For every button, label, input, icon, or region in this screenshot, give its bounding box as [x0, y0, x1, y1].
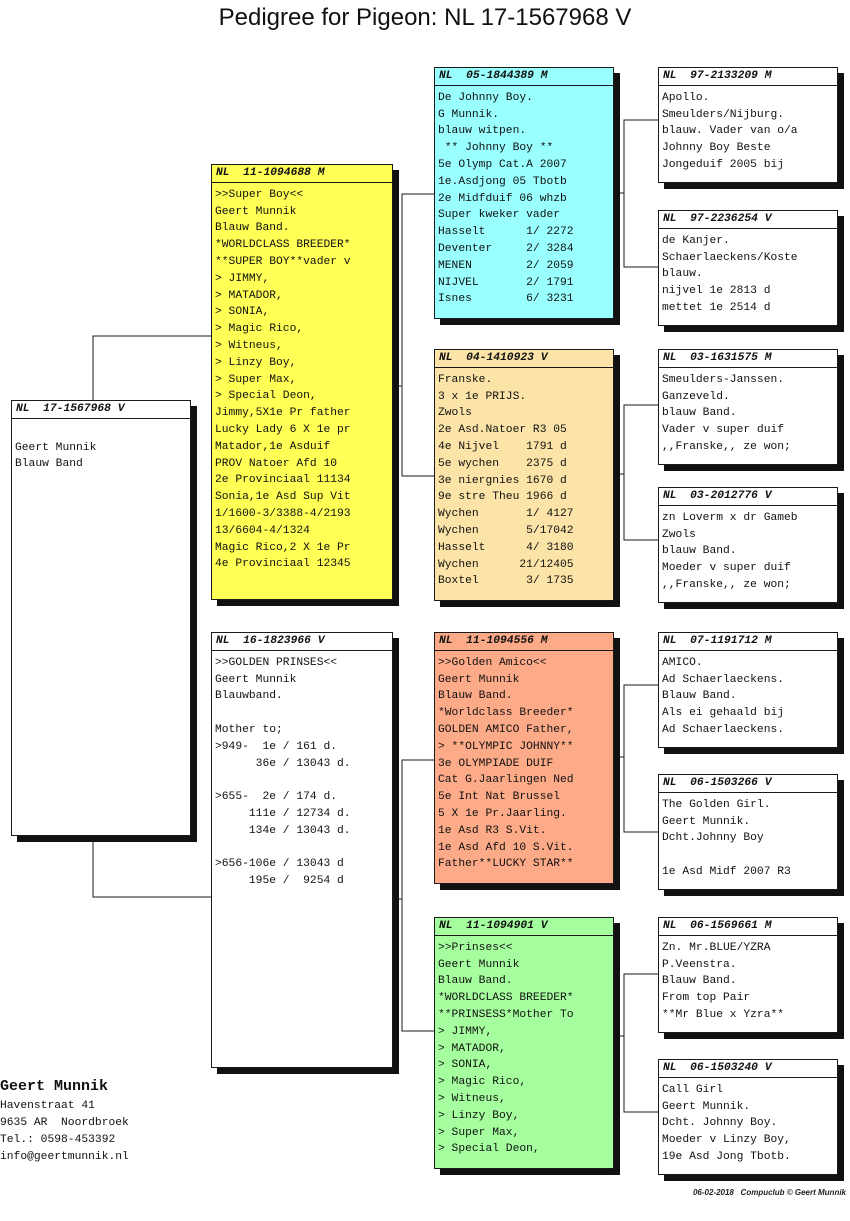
pigeon-info-line: Ad Schaerlaeckens.: [662, 673, 785, 686]
pigeon-info-line: Franske.: [438, 373, 493, 386]
pigeon-info-line: > Special Deon,: [215, 390, 317, 403]
page-title: Pedigree for Pigeon: NL 17-1567968 V: [218, 4, 632, 31]
pigeon-info-line: P.Veenstra.: [662, 958, 737, 971]
pigeon-info-line: 13/6604-4/1324: [215, 524, 310, 537]
pigeon-info-line: Geert Munnik.: [662, 1100, 751, 1113]
pigeon-info-line: 2e Midfduif 06 whzb: [438, 192, 567, 205]
pigeon-info-line: [15, 423, 187, 440]
pigeon-info-line: [215, 772, 389, 789]
pigeon-info-line: Geert Munnik: [15, 441, 97, 454]
pigeon-card-great-grandparent-7[interactable]: [658, 917, 838, 1033]
pigeon-info-line: Blauw Band.: [438, 975, 513, 988]
pigeon-info-line: Geert Munnik: [438, 958, 520, 971]
pigeon-info-line: Wychen 21/12405: [438, 558, 574, 571]
pigeon-info-line: PROV Natoer Afd 10: [215, 457, 338, 470]
pigeon-info-line: > MATADOR,: [438, 1042, 506, 1055]
pigeon-info-line: 5e Int Nat Brussel: [438, 791, 561, 804]
ring-number: NL 05-1844389 M: [435, 68, 613, 86]
pigeon-info-line: Blauwband.: [215, 690, 283, 703]
pigeon-card-mother[interactable]: [211, 632, 393, 1068]
pigeon-info-line: >949- 1e / 161 d.: [215, 740, 338, 753]
pigeon-card-maternal-grandfather[interactable]: [434, 632, 614, 884]
pigeon-info-line: 19e Asd Jong Tbotb.: [662, 1150, 791, 1163]
pigeon-info-line: > Linzy Boy,: [215, 356, 297, 369]
pigeon-info-line: > JIMMY,: [215, 272, 270, 285]
pigeon-info-line: GOLDEN AMICO Father,: [438, 723, 574, 736]
pigeon-info-line: 5e Olymp Cat.A 2007: [438, 158, 567, 171]
breeder-address: Havenstraat 41: [0, 1100, 95, 1112]
pigeon-info-line: *WORLDCLASS BREEDER*: [215, 239, 351, 252]
pigeon-info-line: NIJVEL 2/ 1791: [438, 276, 574, 289]
pigeon-info-line: Hasselt 4/ 3180: [438, 541, 574, 554]
pigeon-card-great-grandparent-5[interactable]: [658, 632, 838, 748]
pigeon-info-line: Moeder v Linzy Boy,: [662, 1134, 791, 1147]
ring-number: NL 06-1503266 V: [659, 775, 837, 793]
pigeon-info-line: blauw witpen.: [438, 125, 527, 138]
pigeon-info-line: Matador,1e Asduif: [215, 440, 331, 453]
pigeon-info-line: Geert Munnik.: [662, 815, 751, 828]
pigeon-card-great-grandparent-2[interactable]: [658, 210, 838, 326]
pigeon-info-line: Blauw Band.: [662, 975, 737, 988]
ring-number: NL 03-1631575 M: [659, 350, 837, 368]
pigeon-info-line: 195e / 9254 d: [215, 875, 344, 888]
pigeon-info-line: Dcht.Johnny Boy: [662, 832, 764, 845]
pigeon-card-maternal-grandmother[interactable]: [434, 917, 614, 1169]
pigeon-info-line: AMICO.: [662, 656, 703, 669]
pigeon-card-great-grandparent-1[interactable]: [658, 67, 838, 183]
pigeon-info-line: Deventer 2/ 3284: [438, 242, 574, 255]
ring-number: NL 06-1569661 M: [659, 918, 837, 936]
pigeon-card-paternal-grandfather[interactable]: [434, 67, 614, 319]
pigeon-info-line: Jimmy,5X1e Pr father: [215, 407, 351, 420]
ring-number: NL 04-1410923 V: [435, 350, 613, 368]
pigeon-info-line: Wychen 1/ 4127: [438, 508, 574, 521]
pigeon-info-line: > Witneus,: [438, 1092, 506, 1105]
pigeon-info-line: blauw. Vader van o/a: [662, 125, 798, 138]
pigeon-info-line: > Linzy Boy,: [438, 1109, 520, 1122]
pigeon-info-line: Jongeduif 2005 bij: [662, 158, 785, 171]
pigeon-card-father[interactable]: [211, 164, 393, 600]
pigeon-info-line: > Magic Rico,: [438, 1076, 527, 1089]
pigeon-info-line: G Munnik.: [438, 108, 500, 121]
pigeon-info-line: > Special Deon,: [438, 1143, 540, 1156]
pigeon-info-line: Zn. Mr.BLUE/YZRA: [662, 941, 771, 954]
breeder-name: Geert Munnik: [0, 1078, 109, 1095]
pigeon-info-line: > Magic Rico,: [215, 323, 304, 336]
breeder-contact-block: [0, 1076, 129, 1166]
pigeon-info-line: >>GOLDEN PRINSES<<: [215, 656, 338, 669]
pigeon-info-line: de Kanjer.: [662, 234, 730, 247]
pigeon-info-line: >>Super Boy<<: [215, 188, 304, 201]
pigeon-info-line: **SUPER BOY**vader v: [215, 255, 351, 268]
pigeon-info-line: [662, 847, 834, 864]
ring-number: NL 11-1094901 V: [435, 918, 613, 936]
pigeon-info-line: Magic Rico,2 X 1e Pr: [215, 541, 351, 554]
pigeon-info-line: MENEN 2/ 2059: [438, 259, 574, 272]
pigeon-info-line: 1e Asd Afd 10 S.Vit.: [438, 841, 574, 854]
pigeon-info-line: 1e Asd R3 S.Vit.: [438, 824, 547, 837]
pigeon-info-line: Moeder v super duif: [662, 562, 791, 575]
footer-credit: Compuclub © Geert Munnik: [740, 1188, 846, 1197]
pigeon-info-line: 1e.Asdjong 05 Tbotb: [438, 175, 567, 188]
pigeon-info-line: Hasselt 1/ 2272: [438, 226, 574, 239]
pigeon-info-line: Blauw Band: [15, 458, 83, 471]
pigeon-card-great-grandparent-8[interactable]: [658, 1059, 838, 1175]
pigeon-info-line: 134e / 13043 d.: [215, 824, 351, 837]
pigeon-info-line: Blauw Band.: [662, 690, 737, 703]
pigeon-info-line: De Johnny Boy.: [438, 91, 533, 104]
pigeon-info-line: ,,Franske,, ze won;: [662, 578, 791, 591]
pigeon-info-line: 4e Provinciaal 12345: [215, 558, 351, 571]
pigeon-card-great-grandparent-6[interactable]: [658, 774, 838, 890]
pigeon-info-line: 36e / 13043 d.: [215, 757, 351, 770]
pigeon-info-line: 9e stre Theu 1966 d: [438, 491, 567, 504]
ring-number: NL 07-1191712 M: [659, 633, 837, 651]
breeder-email[interactable]: info@geertmunnik.nl: [0, 1151, 129, 1163]
pigeon-info-line: >>Prinses<<: [438, 941, 513, 954]
pigeon-info-line: ,,Franske,, ze won;: [662, 440, 791, 453]
pigeon-info-line: > JIMMY,: [438, 1025, 493, 1038]
pigeon-card-subject[interactable]: [11, 400, 191, 836]
pigeon-info-line: mettet 1e 2514 d: [662, 301, 771, 314]
pigeon-info-line: Smeulders/Nijburg.: [662, 108, 785, 121]
pigeon-info-line: >656-106e / 13043 d: [215, 858, 344, 871]
pigeon-info-line: **Mr Blue x Yzra**: [662, 1008, 785, 1021]
pigeon-info-line: Blauw Band.: [438, 690, 513, 703]
pigeon-info-line: nijvel 1e 2813 d: [662, 285, 771, 298]
ring-number: NL 06-1503240 V: [659, 1060, 837, 1078]
pigeon-info-line: Boxtel 3/ 1735: [438, 575, 574, 588]
pigeon-card-great-grandparent-3[interactable]: [658, 349, 838, 465]
pigeon-info-line: [215, 705, 389, 722]
pigeon-info-line: zn Loverm x dr Gameb: [662, 511, 798, 524]
pigeon-info-line: 3 x 1e PRIJS.: [438, 390, 527, 403]
footer: [693, 1188, 846, 1197]
pigeon-info-line: Super kweker vader: [438, 209, 561, 222]
pigeon-info-line: > SONIA,: [438, 1059, 493, 1072]
pigeon-info-line: Cat G.Jaarlingen Ned: [438, 774, 574, 787]
ring-number: NL 03-2012776 V: [659, 488, 837, 506]
ring-number: NL 97-2133209 M: [659, 68, 837, 86]
ring-number: NL 11-1094556 M: [435, 633, 613, 651]
pigeon-info-line: Geert Munnik: [215, 205, 297, 218]
pigeon-info-line: Zwols: [438, 407, 472, 420]
pigeon-info-line: Johnny Boy Beste: [662, 142, 771, 155]
pigeon-info-line: Ganzeveld.: [662, 390, 730, 403]
pigeon-info-line: The Golden Girl.: [662, 798, 771, 811]
pigeon-info-line: >655- 2e / 174 d.: [215, 791, 338, 804]
pigeon-info-line: >>Golden Amico<<: [438, 656, 547, 669]
pigeon-info-line: ** Johnny Boy **: [438, 142, 554, 155]
pigeon-info-line: > SONIA,: [215, 306, 270, 319]
pigeon-info-line: 5 X 1e Pr.Jaarling.: [438, 807, 567, 820]
pigeon-info-line: 3e niergnies 1670 d: [438, 474, 567, 487]
pigeon-info-line: Wychen 5/17042: [438, 524, 574, 537]
breeder-city: 9635 AR Noordbroek: [0, 1117, 129, 1129]
pigeon-info-line: Mother to;: [215, 723, 283, 736]
pigeon-info-line: *WORLDCLASS BREEDER*: [438, 992, 574, 1005]
pigeon-info-line: From top Pair: [662, 992, 751, 1005]
pigeon-info-line: *Worldclass Breeder*: [438, 707, 574, 720]
pigeon-info-line: 2e Asd.Natoer R3 05: [438, 424, 567, 437]
pigeon-info-line: > **OLYMPIC JOHNNY**: [438, 740, 574, 753]
pigeon-info-line: 1/1600-3/3388-4/2193: [215, 507, 351, 520]
breeder-phone: Tel.: 0598-453392: [0, 1134, 116, 1146]
pigeon-info-line: > Super Max,: [438, 1126, 520, 1139]
pigeon-info-line: **PRINSESS*Mother To: [438, 1008, 574, 1021]
ring-number: NL 97-2236254 V: [659, 211, 837, 229]
pigeon-info-line: 5e wychen 2375 d: [438, 457, 567, 470]
pigeon-info-line: Lucky Lady 6 X 1e pr: [215, 423, 351, 436]
pigeon-card-great-grandparent-4[interactable]: [658, 487, 838, 603]
pigeon-card-paternal-grandmother[interactable]: [434, 349, 614, 601]
pigeon-info-line: Vader v super duif: [662, 424, 785, 437]
pigeon-info-line: Als ei gehaald bij: [662, 707, 785, 720]
pigeon-info-line: Geert Munnik: [215, 673, 297, 686]
pigeon-info-line: blauw.: [662, 268, 703, 281]
pigeon-info-line: [215, 840, 389, 857]
pigeon-info-line: blauw Band.: [662, 545, 737, 558]
pigeon-info-line: Call Girl: [662, 1083, 724, 1096]
pigeon-info-line: Smeulders-Janssen.: [662, 373, 785, 386]
ring-number: NL 16-1823966 V: [212, 633, 392, 651]
pigeon-info-line: Apollo.: [662, 91, 710, 104]
pigeon-info-line: 4e Nijvel 1791 d: [438, 440, 567, 453]
ring-number: NL 17-1567968 V: [12, 401, 190, 419]
pigeon-info-line: Ad Schaerlaeckens.: [662, 723, 785, 736]
pigeon-info-line: > Witneus,: [215, 339, 283, 352]
pigeon-info-line: > MATADOR,: [215, 289, 283, 302]
pigeon-info-line: Blauw Band.: [215, 222, 290, 235]
pigeon-info-line: 111e / 12734 d.: [215, 807, 351, 820]
pigeon-info-line: 2e Provinciaal 11134: [215, 474, 351, 487]
ring-number: NL 11-1094688 M: [212, 165, 392, 183]
footer-date: 06-02-2018: [692, 1188, 734, 1197]
pigeon-info-line: 3e OLYMPIADE DUIF: [438, 757, 554, 770]
pigeon-info-line: Sonia,1e Asd Sup Vit: [215, 491, 351, 504]
pigeon-info-line: > Super Max,: [215, 373, 297, 386]
pigeon-info-line: 1e Asd Midf 2007 R3: [662, 865, 791, 878]
pigeon-info-line: Father**LUCKY STAR**: [438, 858, 574, 871]
pigeon-info-line: Geert Munnik: [438, 673, 520, 686]
pigeon-info-line: Zwols: [662, 528, 696, 541]
pigeon-info-line: blauw Band.: [662, 407, 737, 420]
pigeon-info-line: Dcht. Johnny Boy.: [662, 1117, 778, 1130]
pigeon-info-line: Schaerlaeckens/Koste: [662, 251, 798, 264]
pigeon-info-line: Isnes 6/ 3231: [438, 293, 574, 306]
